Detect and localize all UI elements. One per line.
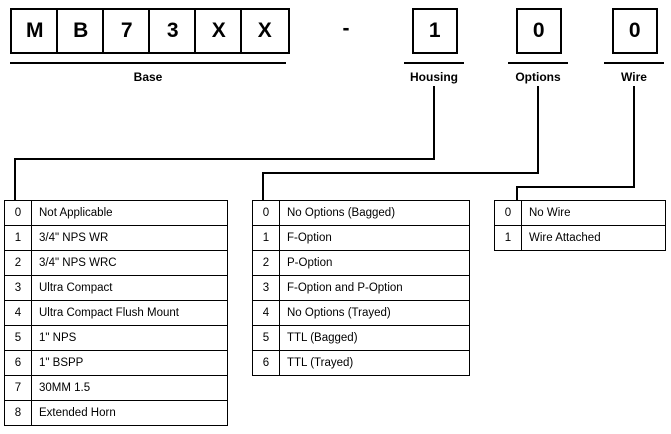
- part-char-text: 3: [166, 19, 180, 42]
- options-option-code: 0: [253, 201, 280, 226]
- wire-option-code: 0: [495, 201, 522, 226]
- housing-connector-horizontal: [14, 158, 435, 160]
- options-connector-horizontal: [262, 172, 539, 174]
- options-group-label: Options: [515, 70, 561, 84]
- table-row: [253, 276, 470, 301]
- part-char-box-5: [194, 8, 244, 54]
- base-option-desc: 1" BSPP: [32, 351, 228, 376]
- table-row: [5, 326, 228, 351]
- wire-connector-vertical: [633, 86, 635, 186]
- part-char-box-3: [102, 8, 152, 54]
- options-option-code: 6: [253, 351, 280, 376]
- base-option-desc: Not Applicable: [32, 201, 228, 226]
- table-row: [5, 401, 228, 426]
- housing-connector-vertical: [433, 86, 435, 158]
- wire-connector-horizontal: [516, 186, 635, 188]
- options-option-desc: F-Option and P-Option: [280, 276, 470, 301]
- part-wire-box: [612, 8, 658, 54]
- part-char-text: 7: [120, 19, 134, 42]
- part-char-box-2: [56, 8, 106, 54]
- table-row: [253, 351, 470, 376]
- part-options-box: [516, 8, 562, 54]
- base-options-table: [4, 200, 228, 426]
- wire-table-body: [495, 201, 666, 251]
- base-option-code: 2: [5, 251, 32, 276]
- part-char-text: B: [73, 19, 89, 42]
- wire-table: [494, 200, 666, 251]
- part-char-text: X: [211, 19, 227, 42]
- base-option-desc: 30MM 1.5: [32, 376, 228, 401]
- table-row: [253, 226, 470, 251]
- base-option-desc: 3/4" NPS WR: [32, 226, 228, 251]
- part-number-separator: -: [342, 17, 350, 40]
- options-option-code: 4: [253, 301, 280, 326]
- options-table-body: [253, 201, 470, 376]
- wire-group-label: Wire: [621, 70, 647, 84]
- base-option-code: 1: [5, 226, 32, 251]
- part-wire-text: 0: [628, 19, 642, 42]
- table-row: [5, 301, 228, 326]
- wire-option-code: 1: [495, 226, 522, 251]
- base-group-rule: [10, 62, 286, 64]
- part-housing-box: [412, 8, 458, 54]
- part-housing-text: 1: [428, 19, 442, 42]
- options-table: [252, 200, 470, 376]
- options-option-desc: TTL (Trayed): [280, 351, 470, 376]
- base-option-code: 4: [5, 301, 32, 326]
- part-char-box-4: [148, 8, 198, 54]
- table-row: [253, 251, 470, 276]
- table-row: [5, 376, 228, 401]
- table-row: [253, 201, 470, 226]
- table-row: [5, 226, 228, 251]
- base-option-code: 7: [5, 376, 32, 401]
- base-option-desc: 3/4" NPS WRC: [32, 251, 228, 276]
- base-option-code: 8: [5, 401, 32, 426]
- table-row: [495, 201, 666, 226]
- options-option-code: 3: [253, 276, 280, 301]
- options-connector-vertical: [537, 86, 539, 172]
- base-option-code: 6: [5, 351, 32, 376]
- wire-option-desc: Wire Attached: [522, 226, 666, 251]
- base-group-label: Base: [133, 70, 163, 84]
- options-group-rule: [508, 62, 568, 64]
- housing-group-label: Housing: [410, 70, 458, 84]
- table-row: [5, 251, 228, 276]
- options-option-desc: P-Option: [280, 251, 470, 276]
- table-row: [495, 226, 666, 251]
- table-row: [5, 351, 228, 376]
- base-option-desc: Ultra Compact: [32, 276, 228, 301]
- housing-group-rule: [404, 62, 464, 64]
- base-option-desc: 1" NPS: [32, 326, 228, 351]
- options-option-code: 2: [253, 251, 280, 276]
- options-option-code: 1: [253, 226, 280, 251]
- options-option-code: 5: [253, 326, 280, 351]
- table-row: [5, 276, 228, 301]
- part-char-text: M: [26, 19, 44, 42]
- part-char-box-1: [10, 8, 60, 54]
- base-option-desc: Extended Horn: [32, 401, 228, 426]
- options-table-connector-vertical: [262, 172, 264, 200]
- base-option-code: 3: [5, 276, 32, 301]
- options-option-desc: TTL (Bagged): [280, 326, 470, 351]
- part-char-box-6: [240, 8, 290, 54]
- base-option-code: 0: [5, 201, 32, 226]
- wire-option-desc: No Wire: [522, 201, 666, 226]
- table-row: [253, 326, 470, 351]
- part-options-text: 0: [532, 19, 546, 42]
- base-option-desc: Ultra Compact Flush Mount: [32, 301, 228, 326]
- wire-group-rule: [604, 62, 664, 64]
- options-option-desc: No Options (Bagged): [280, 201, 470, 226]
- part-char-text: X: [257, 19, 273, 42]
- options-option-desc: No Options (Trayed): [280, 301, 470, 326]
- wire-table-connector-vertical: [516, 186, 518, 200]
- base-option-code: 5: [5, 326, 32, 351]
- base-options-table-body: [5, 201, 228, 426]
- base-table-connector-vertical: [14, 158, 16, 200]
- options-option-desc: F-Option: [280, 226, 470, 251]
- table-row: [5, 201, 228, 226]
- table-row: [253, 301, 470, 326]
